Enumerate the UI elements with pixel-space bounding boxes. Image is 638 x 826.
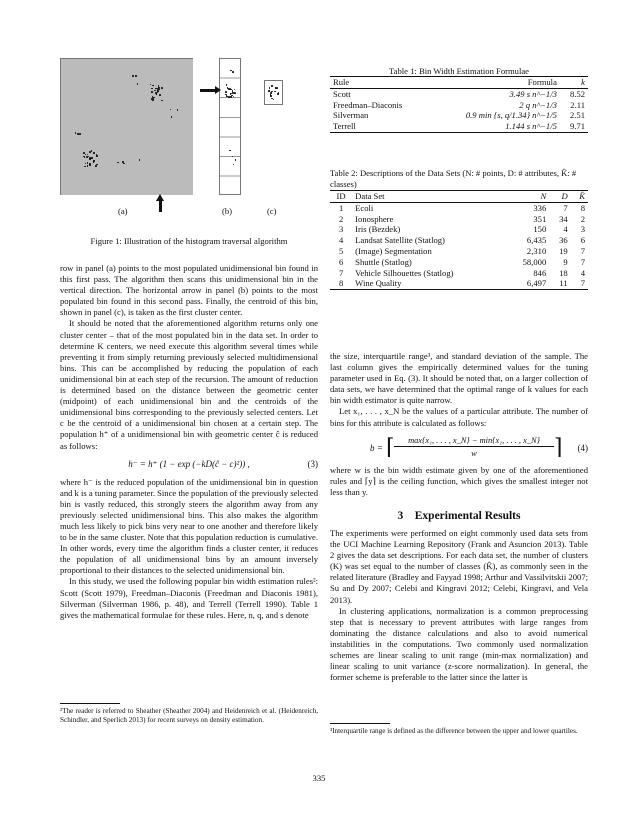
table-row: [330, 88, 588, 99]
figure-caption: Figure 1: Illustration of the histogram traversal algorithm: [90, 236, 288, 246]
table-header: D: [549, 191, 570, 203]
table-cell: 6,435: [526, 235, 547, 246]
table-cell: 7: [580, 256, 585, 267]
right-footnote: [330, 723, 588, 736]
data-point: [232, 90, 234, 92]
data-point: [86, 156, 88, 158]
up-arrow-icon: [159, 200, 162, 212]
data-point: [83, 152, 85, 154]
histogram-column-panel-b: [219, 58, 241, 195]
table-cell: 7: [571, 278, 588, 289]
table-row: [330, 224, 588, 235]
table-cell: 7: [580, 245, 585, 256]
data-point: [274, 91, 276, 93]
table-cell: 4: [580, 267, 585, 278]
data-point: [268, 90, 270, 92]
ceil-right-icon: ⌉: [554, 433, 563, 459]
table-cell: Landsat Satellite (Statlog): [355, 235, 445, 246]
data-point: [91, 158, 93, 160]
data-point: [75, 132, 77, 134]
paragraph: where w is the bin width estimate given by one of the aforementioned rules and ⌈y⌉ is the ceiling function, which gives the smallest integer not less than y.: [330, 464, 588, 497]
data-point: [135, 75, 137, 77]
table-row: [330, 235, 588, 246]
table-cell: 2.51: [569, 110, 585, 121]
data-point: [132, 75, 134, 77]
data-point: [271, 85, 273, 87]
equation-number: (4): [577, 442, 588, 453]
data-point: [79, 133, 81, 135]
data-point: [231, 95, 233, 97]
table-cell: 8: [580, 202, 585, 213]
data-point: [161, 87, 163, 89]
table-cell: 2,310: [526, 245, 547, 256]
figure-1: [60, 58, 318, 226]
table-cell: 2 q n^−1/3: [519, 99, 557, 110]
data-point: [232, 71, 234, 73]
data-point: [77, 133, 79, 135]
paragraph: The experiments were performed on eight commonly used data sets from the UCI Machine Learning Repository (Frank and Asuncion 2013). Table 2 gives the data set descriptions. For each data set, the number of clusters (K) was set equal to the number of classes (K̂), as commonly seen in the related literature (Bradley and Fayyad 1998; Arthur and Vassilvitskii 2007; Su and Dy 2007; Celebi and Kingravi 2012; Celebi, Kingravi, and Vela 2013).: [330, 527, 588, 605]
data-point: [225, 91, 227, 93]
table-header: N: [506, 191, 550, 203]
left-column: [60, 263, 318, 621]
table-cell: 9: [563, 256, 568, 267]
right-arrow-icon: [200, 89, 216, 92]
table-cell: 1: [338, 202, 344, 213]
table-cell: (Image) Segmentation: [355, 245, 432, 256]
table-row: [330, 268, 588, 279]
data-point: [270, 95, 272, 97]
paragraph: the size, interquartile range³, and standard deviation of the sample. The last column gives the empirically determined values for the tuning parameter used in Eq. (3). It should be noted that, on a larger collection of data sets, we have determined that the optimal range of k values for each bin width estimator is quite narrow.: [330, 351, 588, 406]
table-1-block: [330, 66, 588, 133]
footnote-rule: [330, 723, 390, 724]
data-point: [229, 150, 231, 152]
table-2-block: [330, 168, 588, 290]
table-header: Rule: [330, 77, 430, 89]
data-point: [96, 154, 98, 156]
table-cell: 3: [580, 224, 585, 235]
table-cell: 0.9 min {s, q/1.34} n^−1/5: [465, 110, 557, 121]
panel-label-a: (a): [118, 206, 128, 216]
equation-4: [330, 435, 588, 461]
paragraph: In this study, we used the following popular bin width estimation rules²: Scott (Scott 1979), Freedman–Diaconis (Freedman and Diaconis 1981), Silverman (Silverman 1986, p. 48), and Terrell (Terrell 1990). Table 1 gives the mathematical formulae for these rules. Here, n, q, and s denote: [60, 576, 318, 620]
table-1: [330, 76, 588, 133]
table-cell: Wine Quality: [352, 278, 505, 289]
paragraph: It should be noted that the aforementioned algorithm returns only one cluster center – that of the most populated bin in the data set. In order to determine K centers, we need execute this algorithm several times while preventing it from simply returning previously selected multidimensional bins. This can be accomplished by reducing the population of each unidimensional bin at each step of the recursion. The amount of reduction is determined based on the distance between the geometric center (midpoint) of each unidimensional bin and the centroids of the unidimensional bins corresponding to the previously selected centers. Let c be the centroid of a unidimensional bin chosen at a certain step. The population h⁺ of a unidimensional bin with geometric center ĉ is reduced as follows:: [60, 318, 318, 451]
equation-4-fraction: [394, 435, 554, 459]
section-title: Experimental Results: [414, 509, 521, 522]
table-cell: 9.71: [560, 121, 588, 132]
histogram-bin-panel-c: [264, 80, 283, 105]
right-column: [330, 351, 588, 683]
table-cell: Vehicle Silhouettes (Statlog): [355, 267, 454, 278]
table-cell: Terrell: [330, 121, 430, 132]
data-point: [151, 91, 153, 93]
table-row: [330, 100, 588, 111]
table-header: ID: [330, 191, 352, 203]
table-cell: 7: [338, 267, 344, 278]
table-cell: 18: [559, 267, 568, 278]
section-heading: [330, 510, 588, 522]
table-cell: 2: [580, 213, 585, 224]
table-cell: 4: [563, 224, 568, 235]
panel-label-c: (c): [267, 206, 277, 216]
table-cell: Iris (Bezdek): [355, 224, 401, 235]
data-point: [122, 161, 124, 163]
table-row: [330, 246, 588, 257]
paragraph: In clustering applications, normalization is a common preprocessing step that is necessary to prevent attributes with large ranges from dominating the distance calculations and also to avoid numerical instabilities in the computations. Two commonly used normalization schemes are linear scaling to unit range (min-max normalization) and linear scaling to unit variance (z-score normalization). In general, the former scheme is preferable to the latter since the latter is: [330, 605, 588, 683]
table-cell: 846: [533, 267, 547, 278]
table-cell: 6,497: [506, 278, 550, 289]
equation-4-numerator: max{x₁, . . . , x_N} − min{x₁, . . . , x_N}: [394, 435, 554, 447]
data-point: [157, 90, 159, 92]
table-2: [330, 190, 588, 290]
footnote-3: ³Interquartile range is defined as the difference between the upper and lower quartiles.: [330, 727, 578, 735]
data-point: [277, 93, 279, 95]
table-cell: 4: [338, 235, 344, 246]
table-header: K̂: [571, 191, 588, 203]
table-header: Formula: [430, 77, 560, 89]
table-cell: Ionosphere: [355, 213, 394, 224]
table-cell: 5: [338, 245, 344, 256]
table-cell: Shuttle (Statlog): [355, 256, 412, 267]
table-cell: Silverman: [333, 110, 369, 121]
table-row: [330, 202, 588, 213]
table-cell: 8.52: [569, 88, 585, 99]
table-row: [330, 110, 588, 121]
table-cell: 6: [338, 256, 344, 267]
table-cell: 8: [330, 278, 352, 289]
histogram-grid-panel-a: [60, 58, 193, 195]
table-cell: 150: [533, 224, 547, 235]
data-point: [226, 96, 228, 98]
table-row: [330, 214, 588, 225]
data-point: [89, 164, 91, 166]
table-row: [330, 121, 588, 132]
footnote-2: ²The reader is referred to Sheather (Sheather 2004) and Heidenreich et al. (Heidenreich, Schindler, and Sperlich 2013) for recent surveys on density estimation.: [60, 707, 318, 724]
table-cell: 3.49 s n^−1/3: [509, 88, 557, 99]
table-cell: 336: [533, 202, 547, 213]
table-row: [330, 278, 588, 289]
section-number: 3: [397, 509, 404, 522]
table-cell: 2.11: [570, 99, 585, 110]
data-point: [234, 92, 236, 94]
table-cell: 34: [559, 213, 568, 224]
equation-3-body: h⁻ = h⁺ (1 − exp (−kD(ĉ − c)²)) ,: [128, 458, 250, 469]
data-point: [93, 152, 95, 154]
table-header: k: [560, 77, 588, 89]
table-header: Data Set: [352, 191, 505, 203]
table-cell: Scott: [333, 88, 351, 99]
equation-3: [60, 459, 318, 471]
table-cell: 2: [338, 213, 344, 224]
equation-number: (3): [307, 458, 318, 469]
table-cell: 58,000: [522, 256, 547, 267]
table-cell: 351: [533, 213, 547, 224]
paragraph: where h⁻ is the reduced population of the unidimensional bin in question and k is a tuning parameter. Since the population of the previously selected bin is vastly reduced, this strongly steers the algorithm away from any previously selected unidimensional bins. This also makes the algorithm much less likely to pick bins very near to one another and therefore likely to be in the same cluster. Note that this population reduction is cumulative. In other words, every time the algorithm finds a cluster center, it reduces the population of all unidimensional bins by an amount inversely proportional to their distances to the selected unidimensional bin.: [60, 476, 318, 576]
table-cell: Ecoli: [355, 202, 374, 213]
table-2-caption: Table 2: Descriptions of the Data Sets (N: # points, D: # attributes, K̂: # classes): [330, 168, 577, 189]
table-cell: 6: [580, 235, 585, 246]
data-point: [276, 87, 278, 89]
equation-4-denominator: w: [471, 447, 477, 458]
table-cell: Freedman–Diaconis: [333, 99, 403, 110]
data-point: [154, 90, 156, 92]
table-cell: 11: [549, 278, 570, 289]
ceil-left-icon: ⌈: [386, 433, 395, 459]
equation-4-lhs: b =: [370, 442, 383, 453]
data-point: [161, 100, 163, 102]
table-row: [330, 257, 588, 268]
panel-label-b: (b): [222, 206, 233, 216]
page-number: 335: [312, 773, 326, 783]
footnote-rule: [60, 703, 120, 704]
data-point: [117, 162, 119, 164]
table-cell: 1.144 s n^−1/5: [430, 121, 560, 132]
table-cell: 19: [559, 245, 568, 256]
paragraph: Let x₁, . . . , x_N be the values of a particular attribute. The number of bins for this attribute is calculated as follows:: [330, 406, 588, 428]
data-point: [95, 165, 97, 167]
table-cell: 7: [563, 202, 568, 213]
data-point: [159, 94, 161, 96]
left-footnote: [60, 703, 318, 725]
table-cell: 3: [338, 224, 344, 235]
paragraph: row in panel (a) points to the most populated unidimensional bin found in this first pass. The algorithm then scans this unidimensional bin in the vertical direction. The horizontal arrow in panel (b) points to the most populated bin found in this second pass. Finally, the centroid of this bin, shown in panel (c), is taken as the first cluster center.: [60, 263, 318, 318]
table-1-caption: Table 1: Bin Width Estimation Formulae: [389, 66, 529, 76]
table-cell: 36: [559, 235, 568, 246]
